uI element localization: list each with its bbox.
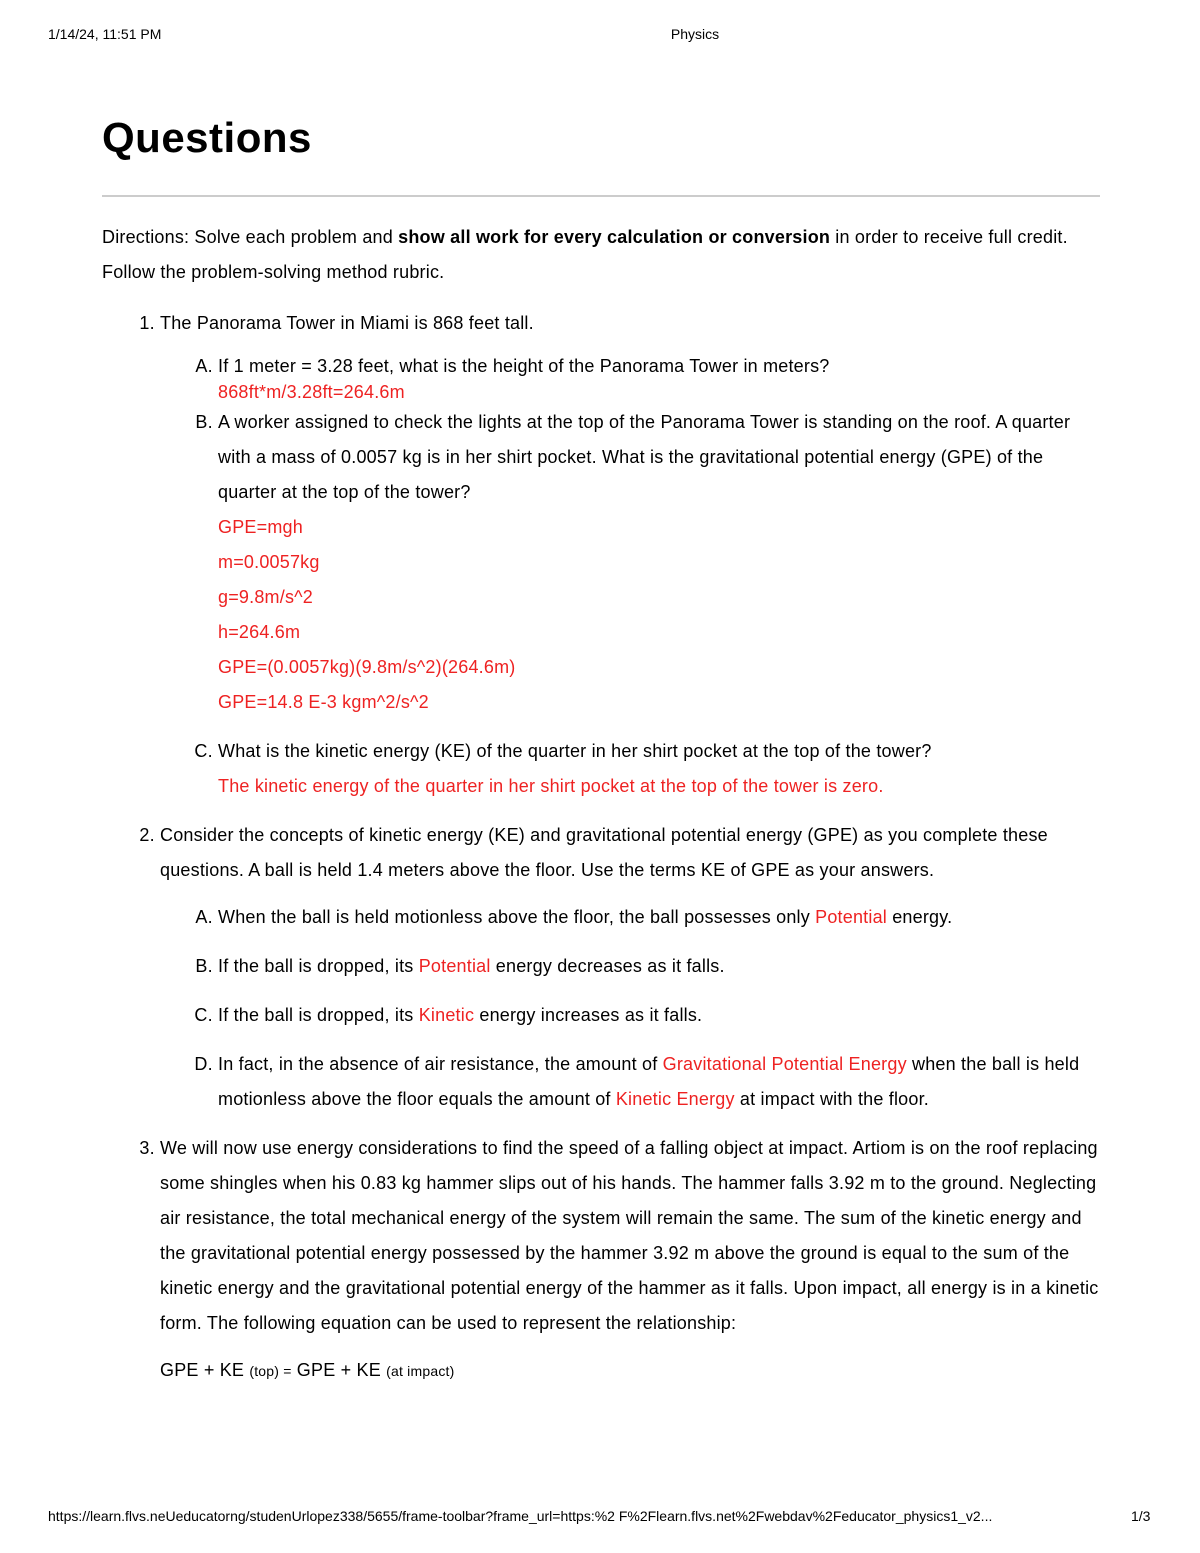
question-2a-text-end: energy. xyxy=(887,907,953,927)
question-2 xyxy=(160,818,1102,1117)
question-2a-answer: Potential xyxy=(815,907,887,927)
question-1-text: The Panorama Tower in Miami is 868 feet tall. xyxy=(160,313,534,333)
question-1 xyxy=(160,306,1102,804)
page-number: 1/3 xyxy=(1131,1508,1151,1524)
questions-content xyxy=(102,220,1102,1403)
question-2d-text-middle: when the ball is held motionless above the floor equals the amount of xyxy=(218,1054,1080,1109)
question-1c xyxy=(218,734,1102,804)
page-title: Questions xyxy=(102,114,312,161)
directions-bold: show all work for every calculation or conversion xyxy=(398,227,831,247)
question-2d-text-end: at impact with the floor. xyxy=(734,1089,930,1109)
question-2d-answer-2: Kinetic Energy xyxy=(615,1089,735,1109)
question-1b-answer-line: GPE=(0.0057kg)(9.8m/s^2)(264.6m) xyxy=(218,657,516,677)
question-2-text: Consider the concepts of kinetic energy (KE) and gravitational potential energy (GPE) as you complete these questions. A ball is held 1.4 meters above the floor. Use the terms KE of GPE as your answers. xyxy=(160,825,1048,880)
equation-left: GPE + KE xyxy=(160,1360,250,1380)
equation-right-label: (at impact) xyxy=(386,1363,455,1379)
question-3-text: We will now use energy considerations to find the speed of a falling object at impact. Artiom is on the roof replacing some shingles when his 0.83 kg hammer slips out of his hands. The hammer falls 3.92 m to the ground. Neglecting air resistance, the total mechanical energy of the system will remain the same. The sum of the kinetic energy and the gravitational potential energy possessed by the hammer 3.92 m above the ground is equal to the sum of the kinetic energy and the gravitational potential energy of the hammer as it falls. Upon impact, all energy is in a kinetic form. The following equation can be used to represent the relationship: xyxy=(160,1138,1099,1333)
directions-prefix: Directions: Solve each problem and xyxy=(102,227,399,247)
question-1-parts xyxy=(160,353,1102,804)
print-page-title: Physics xyxy=(670,26,720,42)
question-2d xyxy=(218,1047,1102,1117)
question-1a-text: A. If 1 meter = 3.28 feet, what is the height of the Panorama Tower in meters? xyxy=(218,356,830,376)
equation-left-label: (top) = xyxy=(249,1363,292,1379)
question-1b-answer-line: GPE=14.8 E-3 kgm^2/s^2 xyxy=(218,692,429,712)
question-list xyxy=(102,306,1102,1389)
question-2a xyxy=(218,900,1102,935)
equation-right: GPE + KE xyxy=(291,1360,387,1380)
question-2-parts xyxy=(160,900,1102,1117)
question-2d-text: In fact, in the absence of air resistance, the amount of xyxy=(218,1054,663,1074)
question-3 xyxy=(160,1131,1102,1389)
energy-equation xyxy=(160,1353,1102,1389)
question-2d-answer-1: Gravitational Potential Energy xyxy=(662,1054,907,1074)
question-2b-text-end: energy decreases as it falls. xyxy=(490,956,725,976)
question-1b-answer-line: GPE=mgh xyxy=(218,517,303,537)
print-url: https://learn.flvs.neUeducatorng/studenUrlopez338/5655/frame-toolbar?frame_url=https:%2 F%2Flearn.flvs.net%2Fwebdav%2Feducator_physics1_v2... xyxy=(48,1508,993,1524)
question-1a-answer: 868ft*m/3.28ft=264.6m xyxy=(218,382,405,402)
question-2b-text: If the ball is dropped, its xyxy=(218,956,419,976)
print-datetime: 1/14/24, 11:51 PM xyxy=(48,26,162,42)
question-2c xyxy=(218,998,1102,1033)
directions xyxy=(102,220,1102,290)
question-1a xyxy=(218,353,1102,405)
question-1b-answer-line: m=0.0057kg xyxy=(218,552,320,572)
question-2c-text: If the ball is dropped, its xyxy=(218,1005,419,1025)
question-2b xyxy=(218,949,1102,984)
question-1b-answer-line: g=9.8m/s^2 xyxy=(218,587,313,607)
question-1b xyxy=(218,405,1102,720)
question-2c-answer: Kinetic xyxy=(418,1005,475,1025)
question-1b-text: B. A worker assigned to check the lights at the top of the Panorama Tower is standing on the roof. A quarter with a mass of 0.0057 kg is in her shirt pocket. What is the gravitational potential energy (GPE) of the quarter at the top of the tower? xyxy=(218,412,1071,502)
question-2b-answer: Potential xyxy=(418,956,491,976)
question-2c-text-end: energy increases as it falls. xyxy=(474,1005,703,1025)
question-1c-text: C. What is the kinetic energy (KE) of the quarter in her shirt pocket at the top of the tower? xyxy=(218,741,932,761)
directions-suffix: in order to receive full credit. Follow the problem-solving method rubric. xyxy=(102,227,1068,282)
question-2a-text: When the ball is held motionless above the floor, the ball possesses only xyxy=(218,907,816,927)
title-divider xyxy=(102,195,1100,197)
question-1b-answer-line: h=264.6m xyxy=(218,622,301,642)
question-1c-answer: The kinetic energy of the quarter in her shirt pocket at the top of the tower is zero. xyxy=(218,776,884,796)
